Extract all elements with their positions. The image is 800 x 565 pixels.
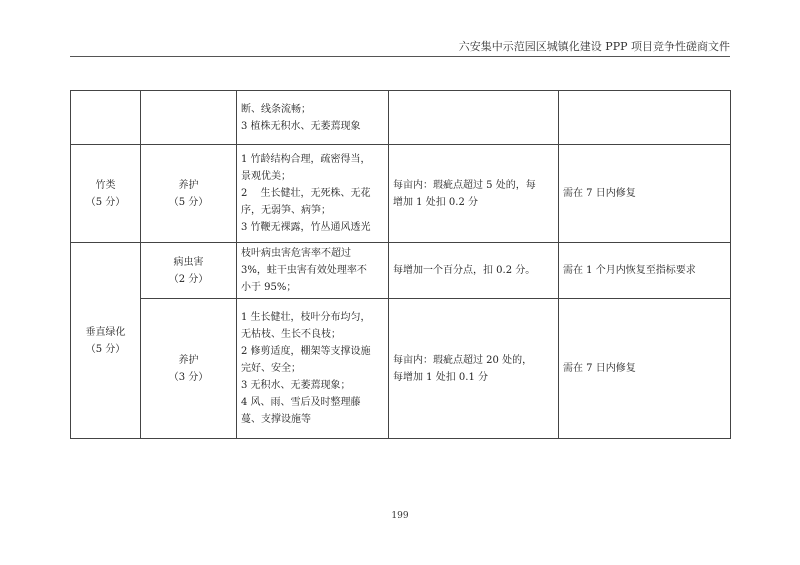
standard-cell: 枝叶病虫害危害率不超过 3%，蛀干虫害有效处理率不 小于 95%； [237, 243, 389, 299]
deduction-cell: 每亩内：瑕疵点超过 20 处的， 每增加 1 处扣 0.1 分 [389, 299, 559, 439]
standard-cell: 断、线条流畅； 3 植株无积水、无萎蔫现象 [237, 91, 389, 145]
repair-cell-empty [559, 91, 731, 145]
standard-cell: 1 生长健壮，枝叶分布均匀， 无枯枝、生长不良枝； 2 修剪适度，棚架等支撑设施 完好、安全； 3 无积水、无萎蔫现象； 4 风、雨、雪后及时整理藤 蔓、支撑设施等 [237, 299, 389, 439]
page-number: 199 [391, 511, 409, 521]
item-cell: 养护 （5 分） [141, 145, 237, 243]
item-cell: 病虫害 （2 分） [141, 243, 237, 299]
maintenance-standards-table [70, 90, 731, 439]
item-cell: 养护 （3 分） [141, 299, 237, 439]
standard-cell: 1 竹龄结构合理，疏密得当， 景观优美； 2 生长健壮，无死株、无花 序，无弱笋、病笋； 3 竹鞭无裸露，竹丛通风透光 [237, 145, 389, 243]
deduction-cell: 每增加一个百分点，扣 0.2 分。 [389, 243, 559, 299]
table-row [71, 299, 731, 439]
repair-cell: 需在 7 日内修复 [559, 299, 731, 439]
deduction-cell-empty [389, 91, 559, 145]
deduction-cell: 每亩内：瑕疵点超过 5 处的，每 增加 1 处扣 0.2 分 [389, 145, 559, 243]
document-header: 六安集中示范园区城镇化建设 PPP 项目竞争性磋商文件 [458, 40, 730, 53]
header-divider [70, 56, 730, 57]
category-cell: 垂直绿化 （5 分） [71, 243, 141, 439]
item-cell-empty [141, 91, 237, 145]
table-row [71, 91, 731, 145]
table-row [71, 243, 731, 299]
category-cell: 竹类 （5 分） [71, 145, 141, 243]
category-cell-empty [71, 91, 141, 145]
table-row [71, 145, 731, 243]
repair-cell: 需在 7 日内修复 [559, 145, 731, 243]
repair-cell: 需在 1 个月内恢复至指标要求 [559, 243, 731, 299]
